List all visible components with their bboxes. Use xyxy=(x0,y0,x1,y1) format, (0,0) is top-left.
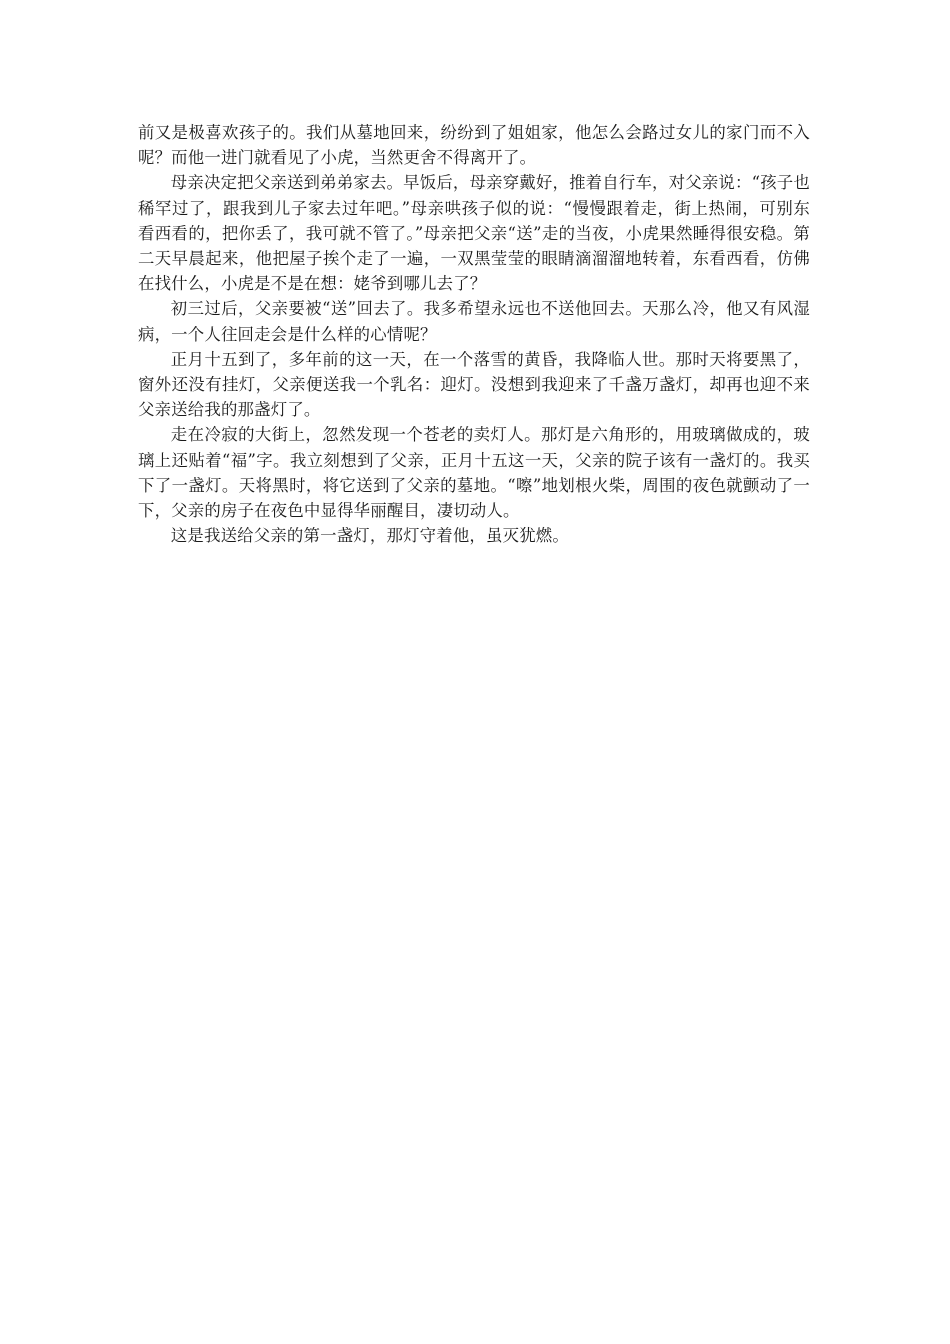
paragraph-1: 前又是极喜欢孩子的。我们从墓地回来，纷纷到了姐姐家，他怎么会路过女儿的家门而不入呢？而他一进门就看见了小虎，当然更舍不得离开了。 xyxy=(138,123,810,168)
body-text xyxy=(138,120,810,548)
paragraph-2: 母亲决定把父亲送到弟弟家去。早饭后，母亲穿戴好，推着自行车，对父亲说：“孩子也稀罕过了，跟我到儿子家去过年吧。”母亲哄孩子似的说：“慢慢跟着走，街上热闹，可别东看西看的，把你丢了，我可就不管了。”母亲把父亲“送”走的当夜，小虎果然睡得很安稳。第二天早晨起来，他把屋子挨个走了一遍，一双黑莹莹的眼睛滴溜溜地转着，东看西看，仿佛在找什么，小虎是不是在想：姥爷到哪儿去了？ xyxy=(138,173,810,294)
paragraph-3: 初三过后，父亲要被“送”回去了。我多希望永远也不送他回去。天那么冷，他又有风湿病，一个人往回走会是什么样的心情呢？ xyxy=(138,299,810,344)
paragraph-5: 走在冷寂的大街上，忽然发现一个苍老的卖灯人。那灯是六角形的，用玻璃做成的，玻璃上还贴着“福”字。我立刻想到了父亲，正月十五这一天，父亲的院子该有一盏灯的。我买下了一盏灯。天将黑时，将它送到了父亲的墓地。“嚓”地划根火柴，周围的夜色就颤动了一下，父亲的房子在夜色中显得华丽醒目，凄切动人。 xyxy=(138,425,810,521)
paragraph-6: 这是我送给父亲的第一盏灯，那灯守着他，虽灭犹燃。 xyxy=(170,526,569,546)
paragraph-4: 正月十五到了，多年前的这一天，在一个落雪的黄昏，我降临人世。那时天将要黑了，窗外还没有挂灯，父亲便送我一个乳名：迎灯。没想到我迎来了千盏万盏灯，却再也迎不来父亲送给我的那盏灯了。 xyxy=(138,349,810,420)
